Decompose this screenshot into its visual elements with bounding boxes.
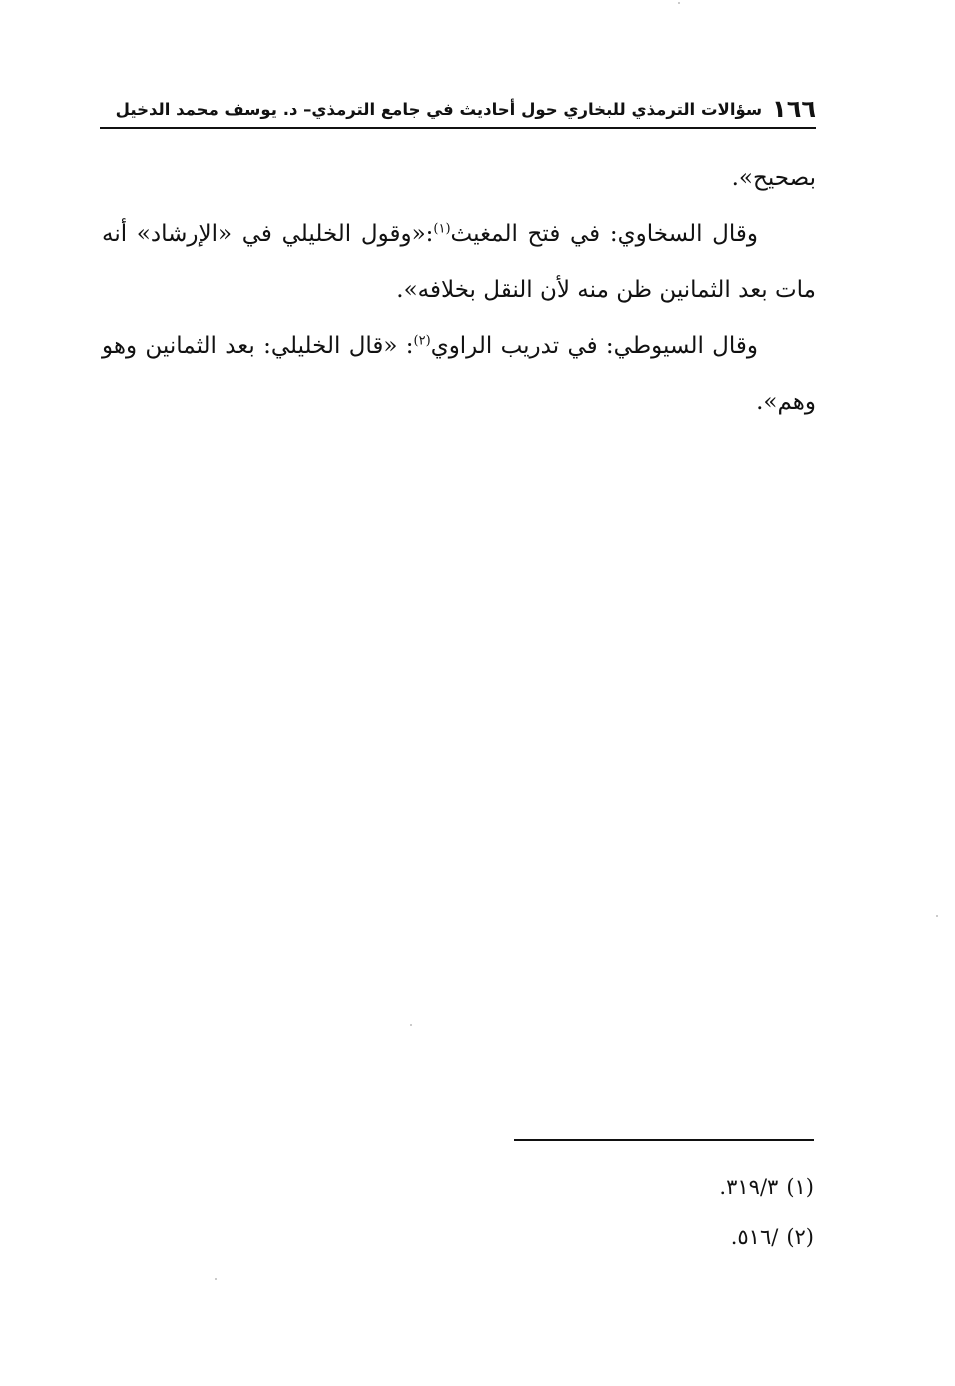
footnote-1-text: ٣١٩/٣. — [719, 1175, 779, 1199]
footnote-1 — [514, 1162, 814, 1212]
paragraph-3-text-b: : «قال الخليلي: بعد الثمانين وهو وهم». — [102, 333, 816, 415]
page-header — [100, 92, 816, 126]
footnote-rule — [514, 1139, 814, 1141]
paragraph-3 — [102, 318, 816, 430]
paragraph-2-text-b: :«وقول الخليلي في «الإرشاد» أنه مات بعد الثمانين ظن منه لأن النقل بخلافه». — [102, 221, 816, 303]
footnote-2-number: (٢) — [786, 1225, 814, 1249]
scan-speck — [936, 915, 938, 917]
paragraph-2-text-a: وقال السخاوي: في فتح المغيث — [450, 221, 758, 247]
body-text — [102, 150, 816, 430]
scan-speck — [215, 1278, 217, 1280]
footnote-2 — [514, 1212, 814, 1262]
header-rule — [100, 127, 816, 129]
paragraph-3-text-a: وقال السيوطي: في تدريب الراوي — [430, 333, 758, 359]
footnote-ref-1: (١) — [433, 221, 451, 237]
footnote-ref-2: (٢) — [413, 333, 431, 349]
paragraph-1-text: بصحيح». — [731, 165, 816, 191]
page-number: ١٦٦ — [772, 95, 816, 123]
footnote-1-number: (١) — [786, 1175, 814, 1199]
scan-speck — [678, 2, 680, 4]
footnotes — [514, 1162, 814, 1262]
footnote-2-text: /٥١٦. — [730, 1225, 779, 1249]
paragraph-1 — [102, 150, 816, 206]
paragraph-2 — [102, 206, 816, 318]
running-title: سؤالات الترمذي للبخاري حول أحاديث في جامع الترمذي– د. يوسف محمد الدخيل — [115, 99, 763, 119]
scan-speck — [410, 1024, 412, 1026]
